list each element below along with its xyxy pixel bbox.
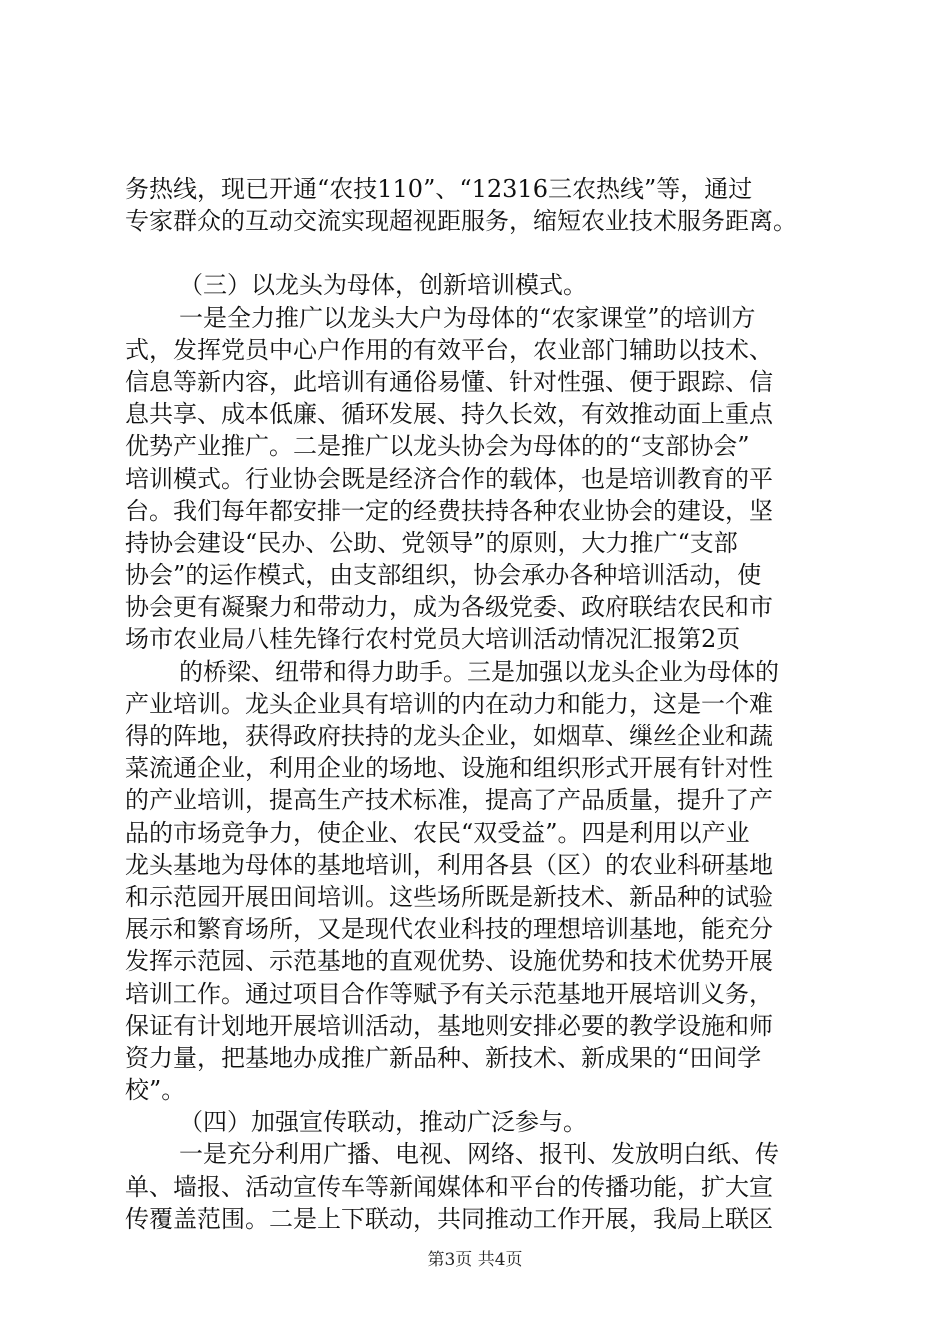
text-line: 龙头基地为母体的基地培训，利用各县（区）的农业科研基地 <box>125 850 773 879</box>
text-line: 一是全力推广以龙头大户为母体的“农家课堂”的培训方 <box>179 303 756 332</box>
text-line: 品的市场竞争力，使企业、农民“双受益”。四是利用以产业 <box>125 818 750 847</box>
text-line: 展示和繁育场所，又是现代农业科技的理想培训基地，能充分 <box>125 915 773 944</box>
text-line: 的桥梁、纽带和得力助手。三是加强以龙头企业为母体的 <box>179 657 779 686</box>
text-line: 产业培训。龙头企业具有培训的内在动力和能力，这是一个难 <box>125 689 773 718</box>
text-line: 务热线，现已开通“农技110”、“12316三农热线”等，通过 <box>125 175 753 203</box>
section-heading-3: （三）以龙头为母体，创新培训模式。 <box>179 271 587 300</box>
text-line: 信息等新内容，此培训有通俗易懂、针对性强、便于跟踪、信 <box>125 367 773 396</box>
page-footer <box>0 1245 950 1270</box>
text-line: 协会更有凝聚力和带动力，成为各级党委、政府联结农民和市 <box>125 593 773 622</box>
page-number: 第3页 共4页 <box>427 1250 523 1270</box>
text-line: 保证有计划地开展培训活动，基地则安排必要的教学设施和师 <box>125 1011 773 1040</box>
text-line: 场市农业局八桂先锋行农村党员大培训活动情况汇报第2页 <box>125 625 741 654</box>
text-line: 台。我们每年都安排一定的经费扶持各种农业协会的建设，坚 <box>125 496 773 525</box>
text-line: 的产业培训，提高生产技术标准，提高了产品质量，提升了产 <box>125 786 773 815</box>
text-line: 校”。 <box>125 1076 186 1105</box>
text-line: 息共享、成本低廉、循环发展、持久长效，有效推动面上重点 <box>125 400 773 429</box>
text-line: 菜流通企业，利用企业的场地、设施和组织形式开展有针对性 <box>125 754 773 783</box>
text-line: 和示范园开展田间培训。这些场所既是新技术、新品种的试验 <box>125 882 773 911</box>
text-line: 传覆盖范围。二是上下联动，共同推动工作开展，我局上联区 <box>125 1204 773 1233</box>
section-heading-4: （四）加强宣传联动，推动广泛参与。 <box>179 1108 587 1137</box>
text-line: 协会”的运作模式，由支部组织，协会承办各种培训活动，使 <box>125 561 762 590</box>
body-text <box>125 173 845 1235</box>
text-line: 培训工作。通过项目合作等赋予有关示范基地开展培训义务， <box>125 979 773 1008</box>
text-line: 一是充分利用广播、电视、网络、报刊、发放明白纸、传 <box>179 1140 779 1169</box>
text-line: 持协会建设“民办、公助、党领导”的原则，大力推广“支部 <box>125 528 738 557</box>
text-line: 资力量，把基地办成推广新品种、新技术、新成果的“田间学 <box>125 1043 762 1072</box>
text-line: 优势产业推广。二是推广以龙头协会为母体的的“支部协会” <box>125 432 750 461</box>
text-line: 单、墙报、活动宣传车等新闻媒体和平台的传播功能，扩大宣 <box>125 1172 773 1201</box>
text-line: 得的阵地，获得政府扶持的龙头企业，如烟草、缫丝企业和蔬 <box>125 722 773 750</box>
text-line: 式，发挥党员中心户作用的有效平台，农业部门辅助以技术、 <box>125 335 773 364</box>
text-line: 发挥示范园、示范基地的直观优势、设施优势和技术优势开展 <box>125 947 773 976</box>
text-line: 专家群众的互动交流实现超视距服务，缩短农业技术服务距离。 <box>125 207 797 236</box>
text-line: 培训模式。行业协会既是经济合作的载体，也是培训教育的平 <box>125 464 773 493</box>
